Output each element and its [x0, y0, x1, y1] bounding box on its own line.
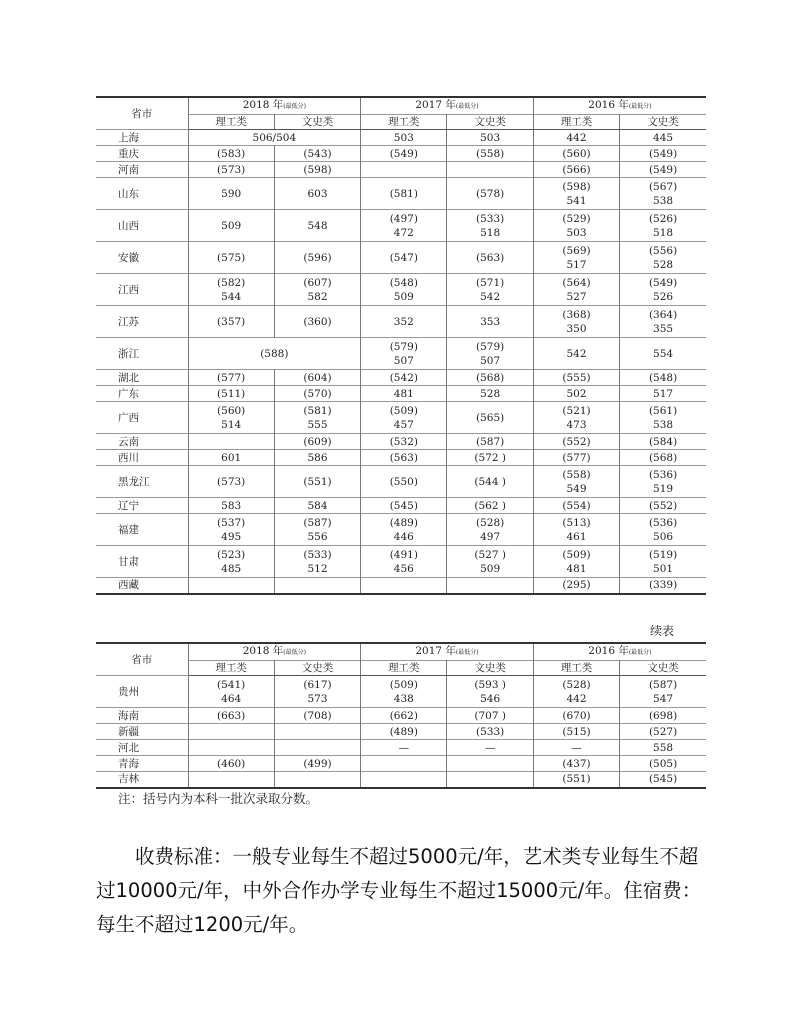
score-cell	[188, 740, 274, 756]
table-row	[96, 546, 706, 578]
score-cell	[274, 724, 360, 740]
score-cell: (537) 495	[188, 514, 274, 546]
province-name: 江苏	[96, 306, 188, 338]
score-cell: (545)	[620, 772, 706, 788]
score-cell: (564) 527	[533, 274, 619, 306]
score-cell: (579) 507	[447, 338, 533, 370]
province-name: 青海	[96, 756, 188, 772]
score-cell: (588)	[188, 338, 361, 370]
score-cell: (357)	[188, 306, 274, 338]
score-cell: (707 )	[447, 708, 533, 724]
header-arts: 文史类	[274, 661, 360, 676]
header-science: 理工类	[533, 661, 619, 676]
score-cell: (533)	[447, 724, 533, 740]
score-cell: (575)	[188, 242, 274, 274]
score-cell: (579) 507	[361, 338, 447, 370]
table-row	[96, 434, 706, 450]
score-cell: (360)	[274, 306, 360, 338]
province-name: 山西	[96, 210, 188, 242]
score-cell: (593 ) 546	[447, 676, 533, 708]
score-cell: (550)	[361, 466, 447, 498]
table-row	[96, 450, 706, 466]
score-cell: (542)	[361, 370, 447, 386]
score-cell: (554)	[533, 498, 619, 514]
score-cell: (558) 549	[533, 466, 619, 498]
score-cell: 503	[361, 130, 447, 146]
header-science: 理工类	[533, 115, 619, 130]
table-row	[96, 466, 706, 498]
province-name: 湖北	[96, 370, 188, 386]
table-row	[96, 756, 706, 772]
table-row	[96, 178, 706, 210]
score-cell: (547)	[361, 242, 447, 274]
score-cell	[361, 772, 447, 788]
province-name: 云南	[96, 434, 188, 450]
score-cell: (536) 519	[620, 466, 706, 498]
score-cell: (549) 526	[620, 274, 706, 306]
score-cell: (565)	[447, 402, 533, 434]
score-cell: (528) 497	[447, 514, 533, 546]
score-cell: (573)	[188, 466, 274, 498]
score-cell: (663)	[188, 708, 274, 724]
score-cell: (560)	[533, 146, 619, 162]
score-cell: (578)	[447, 178, 533, 210]
province-name: 河北	[96, 740, 188, 756]
header-science: 理工类	[361, 115, 447, 130]
table-row	[96, 740, 706, 756]
score-cell: (491) 456	[361, 546, 447, 578]
fee-paragraph: 收费标准：一般专业每生不超过5000元/年，艺术类专业每生不超过10000元/年，中外合作办学专业每生不超过15000元/年。住宿费：每生不超过1200元/年。	[96, 845, 702, 936]
score-cell: (509) 438	[361, 676, 447, 708]
score-cell: (364) 355	[620, 306, 706, 338]
score-cell: (560) 514	[188, 402, 274, 434]
header-year-2017: 2017 年(最低分)	[361, 97, 534, 115]
score-cell: (587) 556	[274, 514, 360, 546]
score-cell: (581)	[361, 178, 447, 210]
score-cell	[274, 578, 360, 594]
score-cell: (489) 446	[361, 514, 447, 546]
table-row	[96, 514, 706, 546]
score-cell: (604)	[274, 370, 360, 386]
score-cell: (515)	[533, 724, 619, 740]
score-cell: (513) 461	[533, 514, 619, 546]
province-name: 西川	[96, 450, 188, 466]
score-cell: (536) 506	[620, 514, 706, 546]
score-cell: (505)	[620, 756, 706, 772]
table-row	[96, 772, 706, 788]
header-year-2016: 2016 年(最低分)	[533, 643, 706, 661]
table-row	[96, 402, 706, 434]
province-name: 福建	[96, 514, 188, 546]
score-cell: (556) 528	[620, 242, 706, 274]
continued-label: 续表	[650, 624, 675, 638]
score-cell: (581) 555	[274, 402, 360, 434]
province-name: 重庆	[96, 146, 188, 162]
score-cell: (519) 501	[620, 546, 706, 578]
province-name: 吉林	[96, 772, 188, 788]
score-cell: (533) 512	[274, 546, 360, 578]
header-science: 理工类	[188, 661, 274, 676]
table-row	[96, 306, 706, 338]
table-row	[96, 370, 706, 386]
score-cell: 445	[620, 130, 706, 146]
score-cell: (295)	[533, 578, 619, 594]
score-cell: 583	[188, 498, 274, 514]
score-cell: (552)	[533, 434, 619, 450]
province-name: 广东	[96, 386, 188, 402]
score-cell: (521) 473	[533, 402, 619, 434]
score-cell	[447, 756, 533, 772]
header-arts: 文史类	[620, 115, 706, 130]
score-cell: (548) 509	[361, 274, 447, 306]
score-cell: (499)	[274, 756, 360, 772]
header-year-2018: 2018 年(最低分)	[188, 97, 361, 115]
table-footnote: 注：括号内为本科一批次录取分数。	[118, 791, 319, 806]
score-cell: (523) 485	[188, 546, 274, 578]
score-cell: (567) 538	[620, 178, 706, 210]
table-row	[96, 708, 706, 724]
score-cell: 506/504	[188, 130, 361, 146]
score-cell: (617) 573	[274, 676, 360, 708]
header-year-2018: 2018 年(最低分)	[188, 643, 361, 661]
score-cell: 542	[533, 338, 619, 370]
score-cell: 554	[620, 338, 706, 370]
table-row	[96, 498, 706, 514]
province-name: 安徽	[96, 242, 188, 274]
header-year-2017: 2017 年(最低分)	[361, 643, 534, 661]
score-cell: (698)	[620, 708, 706, 724]
score-cell: (551)	[274, 466, 360, 498]
score-cell: (582) 544	[188, 274, 274, 306]
score-cell: (568)	[620, 450, 706, 466]
score-cell: —	[361, 740, 447, 756]
score-cell: 590	[188, 178, 274, 210]
score-cell: (541) 464	[188, 676, 274, 708]
score-cell: (577)	[188, 370, 274, 386]
score-cell: 528	[447, 386, 533, 402]
score-cell: 353	[447, 306, 533, 338]
score-cell	[447, 578, 533, 594]
score-cell: 548	[274, 210, 360, 242]
score-cell: (526) 518	[620, 210, 706, 242]
score-cell: (437)	[533, 756, 619, 772]
score-cell: 481	[361, 386, 447, 402]
score-cell: (573)	[188, 162, 274, 178]
score-cell	[188, 724, 274, 740]
table-row	[96, 676, 706, 708]
score-cell: (708)	[274, 708, 360, 724]
score-cell: (339)	[620, 578, 706, 594]
score-cell: (570)	[274, 386, 360, 402]
header-arts: 文史类	[447, 661, 533, 676]
header-arts: 文史类	[447, 115, 533, 130]
score-cell: (527 ) 509	[447, 546, 533, 578]
score-cell: 584	[274, 498, 360, 514]
score-cell	[447, 162, 533, 178]
score-cell	[361, 162, 447, 178]
table-row	[96, 162, 706, 178]
table-row	[96, 724, 706, 740]
score-cell: 601	[188, 450, 274, 466]
score-cell: (544 )	[447, 466, 533, 498]
score-cell: (562 )	[447, 498, 533, 514]
score-cell: (460)	[188, 756, 274, 772]
table-row	[96, 146, 706, 162]
score-cell: (555)	[533, 370, 619, 386]
header-year-2016: 2016 年(最低分)	[533, 97, 706, 115]
province-name: 浙江	[96, 338, 188, 370]
score-cell: (587) 547	[620, 676, 706, 708]
score-cell: (563)	[361, 450, 447, 466]
table-row	[96, 338, 706, 370]
header-science: 理工类	[361, 661, 447, 676]
score-cell: 586	[274, 450, 360, 466]
header-arts: 文史类	[620, 661, 706, 676]
score-cell: (596)	[274, 242, 360, 274]
province-name: 辽宁	[96, 498, 188, 514]
score-cell: 503	[447, 130, 533, 146]
score-cell: (607) 582	[274, 274, 360, 306]
header-province: 省市	[96, 643, 188, 676]
score-cell: (670)	[533, 708, 619, 724]
score-cell: (571) 542	[447, 274, 533, 306]
score-cell: 517	[620, 386, 706, 402]
score-cell: (598)	[274, 162, 360, 178]
score-cell: (533) 518	[447, 210, 533, 242]
score-cell: (558)	[447, 146, 533, 162]
score-cell: (583)	[188, 146, 274, 162]
score-cell: (527)	[620, 724, 706, 740]
score-cell: (529) 503	[533, 210, 619, 242]
score-cell: (569) 517	[533, 242, 619, 274]
score-cell	[188, 434, 274, 450]
score-cell: 502	[533, 386, 619, 402]
score-cell: (528) 442	[533, 676, 619, 708]
table-row	[96, 578, 706, 594]
table-row	[96, 130, 706, 146]
score-cell: 509	[188, 210, 274, 242]
score-cell: (598) 541	[533, 178, 619, 210]
score-cell: (552)	[620, 498, 706, 514]
score-cell: (561) 538	[620, 402, 706, 434]
score-cell	[188, 578, 274, 594]
score-cell: (532)	[361, 434, 447, 450]
score-cell: (545)	[361, 498, 447, 514]
score-cell	[361, 578, 447, 594]
admission-score-table-continued	[96, 642, 706, 789]
score-cell	[188, 772, 274, 788]
score-cell: 352	[361, 306, 447, 338]
table-row	[96, 210, 706, 242]
province-name: 黑龙江	[96, 466, 188, 498]
table-row	[96, 242, 706, 274]
header-province: 省市	[96, 97, 188, 130]
score-cell: 442	[533, 130, 619, 146]
province-name: 西藏	[96, 578, 188, 594]
province-name: 上海	[96, 130, 188, 146]
score-cell: (549)	[620, 162, 706, 178]
score-cell	[274, 740, 360, 756]
score-cell: (543)	[274, 146, 360, 162]
score-cell	[274, 772, 360, 788]
score-cell: (548)	[620, 370, 706, 386]
header-science: 理工类	[188, 115, 274, 130]
score-cell: (568)	[447, 370, 533, 386]
province-name: 河南	[96, 162, 188, 178]
score-cell	[447, 772, 533, 788]
admission-score-table	[96, 96, 706, 595]
score-cell	[361, 756, 447, 772]
score-cell: (566)	[533, 162, 619, 178]
score-cell: (368) 350	[533, 306, 619, 338]
score-cell: (549)	[620, 146, 706, 162]
province-name: 新疆	[96, 724, 188, 740]
score-cell: (511)	[188, 386, 274, 402]
score-cell: (549)	[361, 146, 447, 162]
score-cell: (551)	[533, 772, 619, 788]
province-name: 江西	[96, 274, 188, 306]
score-cell: (563)	[447, 242, 533, 274]
score-cell: (509) 481	[533, 546, 619, 578]
score-cell: (497) 472	[361, 210, 447, 242]
table-row	[96, 274, 706, 306]
score-cell: (609)	[274, 434, 360, 450]
score-cell: 603	[274, 178, 360, 210]
table-row	[96, 386, 706, 402]
score-cell: 558	[620, 740, 706, 756]
province-name: 海南	[96, 708, 188, 724]
score-cell: (572 )	[447, 450, 533, 466]
province-name: 甘肃	[96, 546, 188, 578]
score-cell: —	[533, 740, 619, 756]
score-cell: (662)	[361, 708, 447, 724]
score-cell: (577)	[533, 450, 619, 466]
score-cell: —	[447, 740, 533, 756]
score-cell: (587)	[447, 434, 533, 450]
header-arts: 文史类	[274, 115, 360, 130]
province-name: 广西	[96, 402, 188, 434]
score-cell: (489)	[361, 724, 447, 740]
score-cell: (584)	[620, 434, 706, 450]
province-name: 山东	[96, 178, 188, 210]
province-name: 贵州	[96, 676, 188, 708]
score-cell: (509) 457	[361, 402, 447, 434]
